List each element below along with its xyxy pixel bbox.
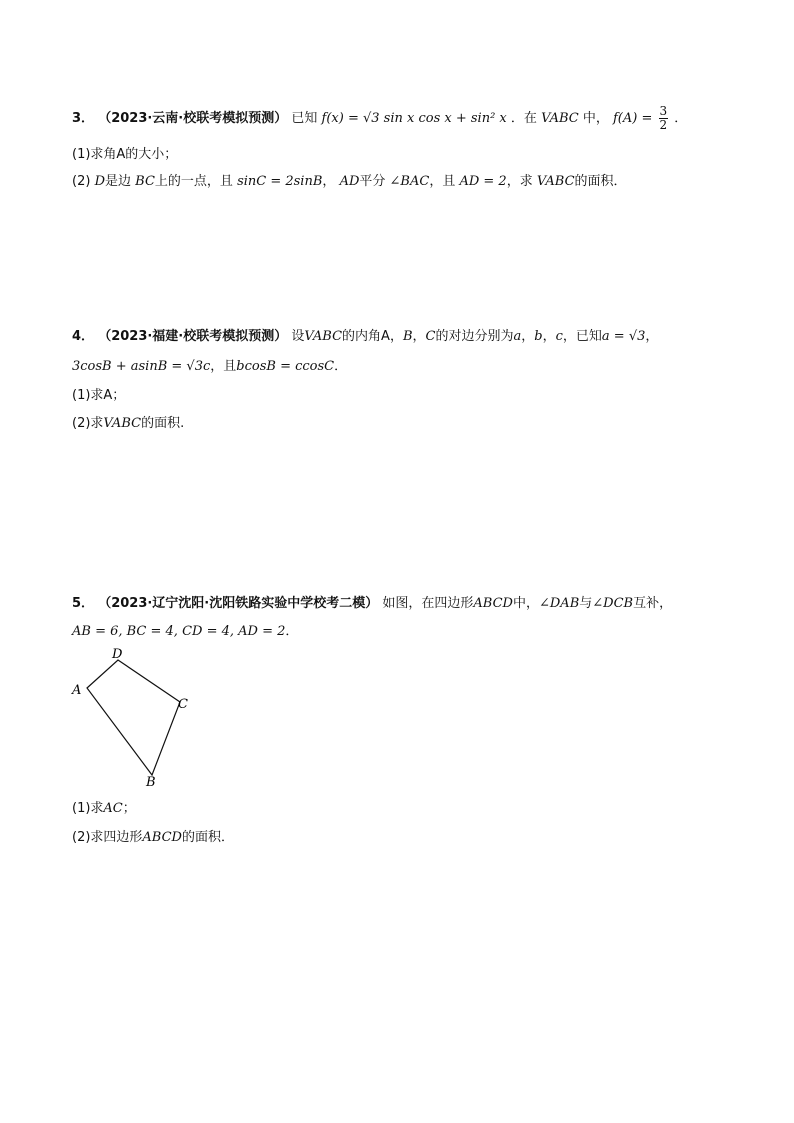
q4-source: （2023·福建·校联考模拟预测） (98, 329, 288, 344)
q4-part2 (72, 412, 184, 431)
q3-part2-text-i: 的面积． (574, 174, 627, 189)
q3-number: 3． (72, 111, 95, 126)
q3-part2-d: D (94, 174, 105, 189)
q4-text-a: 设 (291, 329, 305, 344)
q4-triangle: VABC (304, 329, 343, 344)
q3-part2-text-f: 平分 (359, 174, 386, 189)
q4-number: 4． (72, 329, 95, 344)
q4-part1: (1)求A； (72, 388, 126, 403)
q3-part2-text-b: 是边 (105, 174, 132, 189)
vertex-label-c: C (178, 697, 188, 712)
q3-fa-lhs: f(A) = (613, 111, 653, 126)
q5-quad: ABCD (473, 596, 513, 611)
q5-part2-quad: ABCD (142, 830, 182, 845)
q4-b-angle: B (402, 329, 413, 344)
q4-c-angle: C (425, 329, 436, 344)
q3-func-lhs: f(x) = (321, 111, 359, 126)
q5-part1-end: ； (122, 801, 136, 816)
q3-part2-label: (2) (72, 174, 91, 189)
q4-text-c: ， (412, 329, 426, 344)
q4-stem (72, 325, 658, 344)
q3-stem-mid2: 中， (582, 111, 609, 126)
q4-eq2: bcosB = ccosC (236, 359, 335, 374)
vertex-label-a: A (72, 683, 82, 698)
q5-text-a: 如图，在四边形 (382, 596, 474, 611)
q5-part1-ac: AC (103, 801, 123, 816)
q5-text-b: 中， (512, 596, 539, 611)
q3-part2-text-h: ，求 (506, 174, 533, 189)
q4-sep2: ， (542, 329, 556, 344)
q3-func-rhs: √3 sin x cos x + sin² x (363, 111, 507, 126)
q3-frac-num: 3 (659, 104, 668, 118)
vertex-label-b: B (146, 775, 156, 790)
q4-sep1: ， (521, 329, 535, 344)
q4-c-side: c (555, 329, 563, 344)
q5-text-e: ． (285, 624, 299, 639)
q4-text-f: ， (645, 329, 659, 344)
q3-part2-ad2: AD = 2 (459, 174, 507, 189)
q5-part2-label: (2)求四边形 (72, 830, 143, 845)
q5-part1-label: (1)求 (72, 801, 104, 816)
quadrilateral-outline (87, 660, 180, 775)
q3-part2-text-g: ，且 (429, 174, 456, 189)
q4-b-side: b (534, 329, 543, 344)
q3-part2-text-c: 上的一点，且 (154, 174, 233, 189)
q4-text-b: 的内角A， (342, 329, 403, 344)
q4-part2-text: 的面积. (141, 416, 185, 431)
q5-sides-eq: AB = 6, BC = 4, CD = 4, AD = 2 (72, 624, 286, 639)
q4-text-h: ． (334, 359, 348, 374)
q5-part2 (72, 826, 234, 845)
quadrilateral-figure (60, 640, 210, 790)
q3-stem-pre: 已知 (291, 111, 318, 126)
q3-stem-mid: ．在 (510, 111, 537, 126)
q5-stem (72, 592, 672, 611)
q3-part2-bc: BC (135, 174, 155, 189)
q5-number: 5． (72, 596, 95, 611)
q3-triangle: VABC (541, 111, 579, 126)
q4-text-d: 的对边分别为 (435, 329, 514, 344)
q5-part2-end: 的面积． (181, 830, 234, 845)
q3-fraction (659, 105, 669, 132)
q4-equations (72, 355, 347, 374)
q5-text-d: 互补， (633, 596, 673, 611)
q3-frac-den: 2 (659, 118, 668, 132)
vertex-label-d: D (112, 647, 123, 662)
q3-stem (72, 105, 687, 132)
q3-part2 (72, 170, 627, 189)
q4-part2-label: (2)求 (72, 416, 104, 431)
q3-part2-tri: VABC (536, 174, 575, 189)
q3-source: （2023·云南·校联考模拟预测） (98, 111, 288, 126)
q4-part2-tri: VABC (103, 416, 142, 431)
q4-eq1: 3cosB + asinB = √3c (72, 359, 211, 374)
q3-part2-sin: sinC = 2sinB (237, 174, 323, 189)
q5-angle2: ∠DCB (592, 596, 634, 611)
q5-source: （2023·辽宁沈阳·沈阳铁路实验中学校考二模） (98, 596, 379, 611)
q5-sides (72, 620, 298, 639)
q5-part1 (72, 797, 136, 816)
q3-part2-text-e: ， (322, 174, 336, 189)
q3-part2-angle: ∠BAC (389, 174, 430, 189)
q4-text-g: ，且 (210, 359, 237, 374)
q4-a-side: a (513, 329, 522, 344)
q3-part1: (1)求角A的大小； (72, 147, 178, 162)
q3-part2-ad: AD (339, 174, 360, 189)
q4-text-e: ，已知 (562, 329, 602, 344)
q5-text-c: 与 (579, 596, 593, 611)
q4-given-a: a = √3 (601, 329, 646, 344)
q3-end: ． (674, 111, 688, 126)
q5-angle1: ∠DAB (538, 596, 580, 611)
